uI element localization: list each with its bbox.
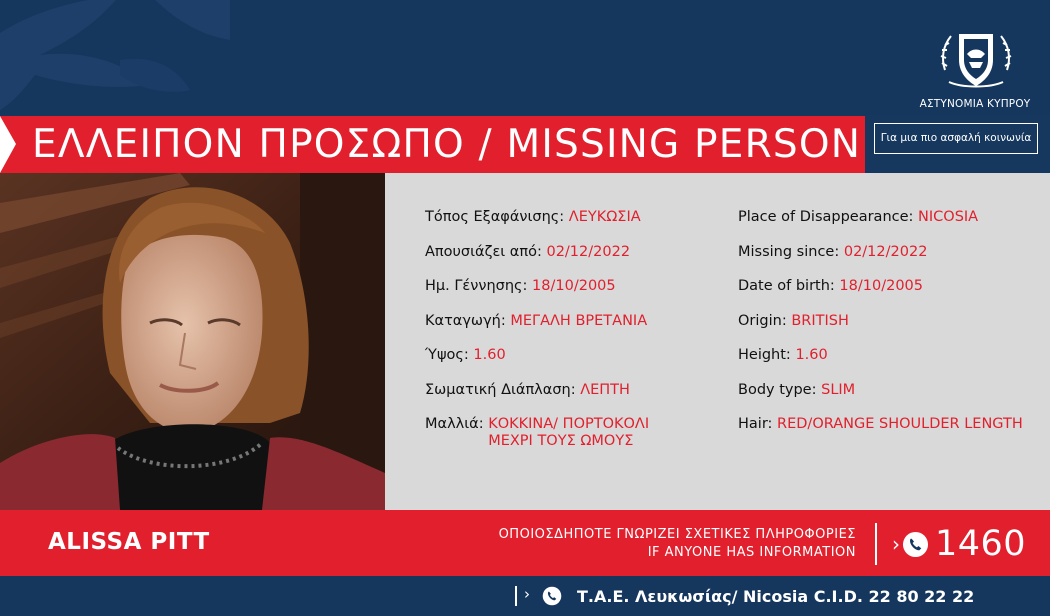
detail-label: Hair: [738,416,773,432]
title-banner [0,116,865,173]
detail-label: Μαλλιά: [425,416,484,432]
title-chevron-icon [0,116,16,173]
police-crest-icon [937,30,1015,94]
dove-watermark-icon [0,0,230,115]
info-request-greek: ΟΠΟΙΟΣΔΗΠΟΤΕ ΓΝΩΡΙΖΕΙ ΣΧΕΤΙΚΕΣ ΠΛΗΡΟΦΟΡΙΕΣ [498,527,856,542]
footer-divider [515,586,517,606]
portrait-image [0,173,385,510]
detail-label: Ημ. Γέννησης: [425,278,528,294]
detail-label: Origin: [738,312,787,329]
detail-value: BRITISH [791,312,849,329]
info-request [470,526,856,562]
detail-value: ΛΕΠΤΗ [580,381,630,398]
detail-row [738,209,1050,244]
detail-label: Missing since: [738,243,840,260]
detail-value: 18/10/2005 [532,278,616,294]
detail-label: Καταγωγή: [425,312,506,329]
hotline-number: 1460 [935,524,1027,564]
details-english [738,209,1050,451]
detail-value: NICOSIA [918,209,979,225]
chevron-right-icon: › [892,532,900,556]
chevron-right-icon: › [524,585,530,603]
detail-value: 02/12/2022 [843,243,928,260]
detail-label: Place of Disappearance: [738,209,914,225]
detail-label: Ύψος: [425,347,469,363]
phone-icon [542,586,562,606]
detail-row [425,416,725,451]
detail-label: Height: [738,347,791,363]
detail-value: RED/ORANGE SHOULDER LENGTH [777,416,1023,432]
detail-row [425,347,725,382]
detail-value: 02/12/2022 [546,243,631,260]
phone-icon [902,531,929,558]
detail-label: Τόπος Εξαφάνισης: [425,209,565,225]
header-band [0,0,1050,115]
info-request-english: IF ANYONE HAS INFORMATION [647,545,856,560]
detail-value: 18/10/2005 [839,278,923,294]
detail-row [425,244,725,279]
detail-row [738,382,1050,417]
detail-row [738,278,1050,313]
detail-label: Σωματική Διάπλαση: [425,381,576,398]
detail-row [425,382,725,417]
detail-label: Body type: [738,381,817,398]
detail-value: ΜΕΓΑΛΗ ΒΡΕΤΑΝΙΑ [510,312,648,329]
detail-row [738,313,1050,348]
detail-value: 1.60 [473,347,506,363]
contact-divider [875,523,877,565]
detail-row [738,416,1050,451]
police-name: ΑΣΤΥΝΟΜΙΑ ΚΥΠΡΟΥ [919,98,1031,110]
detail-row [738,347,1050,382]
detail-row [425,209,725,244]
hair-value-line1: ΚΟΚΚΙΝΑ/ ΠΟΡΤΟΚΟΛΙ [488,416,650,432]
detail-row [738,244,1050,279]
detail-value: ΛΕΥΚΩΣΙΑ [568,209,641,225]
detail-label: Απουσιάζει από: [425,243,542,260]
details-greek [425,209,725,451]
slogan-box: Για μια πιο ασφαλή κοινωνία [874,123,1038,154]
hair-value-line2: ΜΕΧΡΙ ΤΟΥΣ ΩΜΟΥΣ [488,433,634,449]
hotline[interactable] [892,522,1026,566]
detail-value: 1.60 [795,347,828,363]
detail-value: SLIM [821,381,856,398]
footer-bar [0,576,1050,616]
contact-bar [0,510,1050,576]
missing-person-photo [0,173,385,510]
detail-row [425,313,725,348]
detail-label: Date of birth: [738,278,835,294]
cid-contact[interactable]: Τ.Α.Ε. Λευκωσίας/ Nicosia C.I.D. 22 80 22 22 [577,587,975,606]
detail-row [425,278,725,313]
details-panel [385,173,1050,510]
page-title: ΕΛΛΕΙΠΟΝ ΠΡΟΣΩΠΟ / MISSING PERSON [32,122,862,167]
detail-value [488,416,649,450]
person-name: ALISSA PITT [48,529,210,555]
